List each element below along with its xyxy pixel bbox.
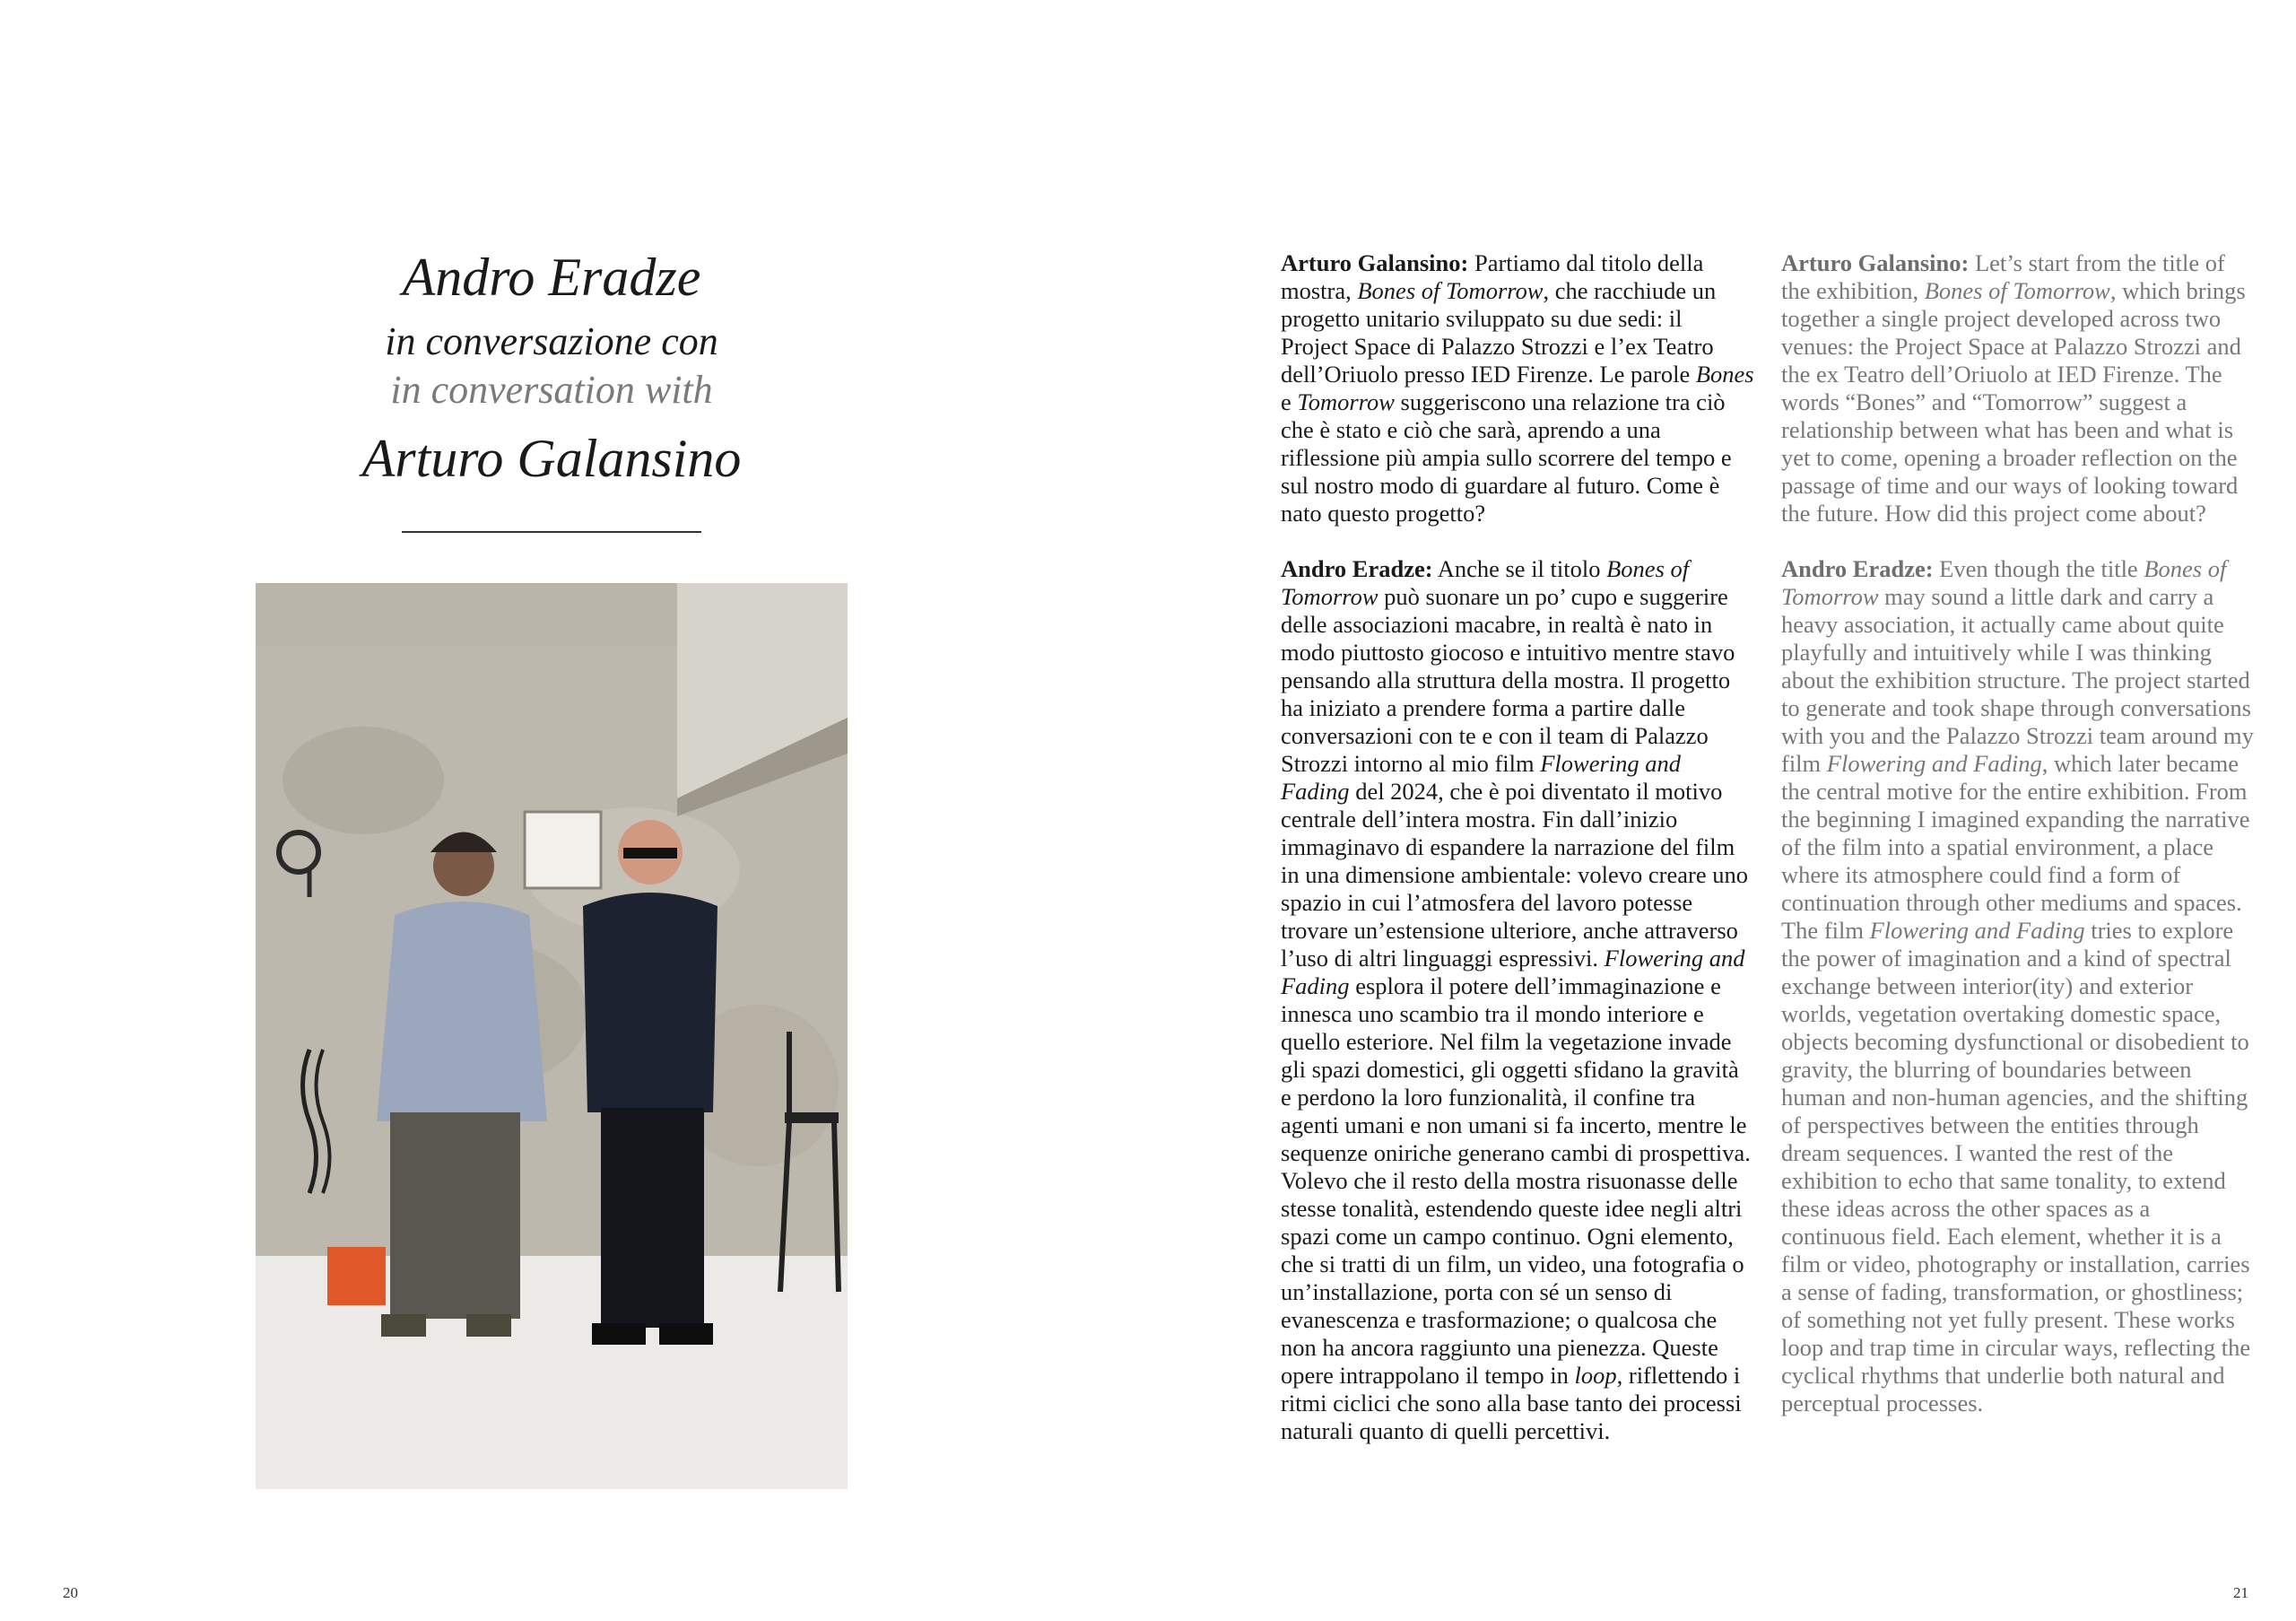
text-span: , riflettendo i ritmi ciclici che sono alla base tanto dei processi naturali quanto di quelli percettivi.: [1281, 1362, 1742, 1444]
exhibition-title: Bones of Tomorrow: [1924, 277, 2110, 304]
portrait-photo: [256, 583, 848, 1489]
text-span: esplora il potere dell’immaginazione e innesca uno scambio tra il mondo interiore e quello esteriore. Nel film la vegetazione invade gli spazi domestici, gli oggetti sfidano la gravità e perdono la loro funzionalità, il confine tra agenti umani e non umani si fa incerto, mentre le sequenze oniriche generano cambi di prospettiva. Volevo che il resto della mostra risuonasse delle stesse tonalità, estendendo queste idee negli altri spazi come un campo continuo. Ogni elemento, che si tratti di un film, un video, una fotografia o un’installazione, porta con sé un senso di evanescenza e trasformazione; o qualcosa che non ha ancora raggiunto una pienezza. Queste opere intrappolano il tempo in: [1281, 972, 1751, 1389]
page-number-left: 20: [63, 1584, 78, 1601]
italic-word: Bones: [1695, 361, 1754, 388]
text-span: del 2024, che è poi diventato il motivo centrale dell’intera mostra. Fin dall’inizio immaginavo di espandere la narrazione del film in una dimensione ambientale: volevo creare uno spazio in cui l’atmosfera del lavoro potesse trovare un’estensione ulteriore, anche attraverso l’uso di altri linguaggi espressivi.: [1281, 778, 1748, 972]
english-column: [1781, 249, 2257, 1445]
title-divider: [402, 531, 701, 533]
italian-question: [1281, 249, 1754, 527]
english-question: [1781, 249, 2257, 527]
exhibition-title: Bones of Tomorrow: [1781, 555, 2227, 610]
text-span: tries to explore the power of imagination and a kind of spectral exchange between interior(ity) and exterior worlds, vegetation overtaking domestic space, objects becoming dysfunctional or disobedient to gravity, the blurring of boundaries between human and non-human agencies, and the shifting of perspectives between the entities through dream sequences. I wanted the rest of the exhibition to echo that same tonality, to extend these ideas across the other spaces as a continuous field. Each element, whether it is a film or video, photography or installation, carries a sense of fading, transformation, or ghostliness; of something not yet fully present. These works loop and trap time in circular ways, reflecting the cyclical rhythms that underlie both natural and perceptual processes.: [1781, 917, 2251, 1416]
italian-answer: [1281, 555, 1754, 1445]
text-span: , which later became the central motive for the entire exhibition. From the beginning I imagined expanding the narrative of the film into a spatial environment, a place where its atmosphere could find a form of continuation through other mediums and spaces.: [1781, 750, 2250, 916]
exhibition-title: Bones of Tomorrow: [1281, 555, 1690, 610]
text-span: , che racchiude un progetto unitario sviluppato su due sedi: il Project Space di Palazzo Strozzi e l’ex Teatro dell’Oriuolo presso IED Firenze. Le parole: [1281, 277, 1717, 388]
film-title: Flowering and Fading: [1281, 750, 1682, 805]
speaker-galansino-it: Arturo Galansino:: [1281, 249, 1469, 276]
text-span: suggeriscono una relazione tra ciò che è stato e ciò che sarà, aprendo a una riflessione più ampia sullo scorrere del tempo e sul nostro modo di guardare al futuro. Come è nato questo progetto?: [1281, 388, 1732, 527]
italian-column: [1281, 249, 1754, 1473]
italic-word: loop: [1574, 1362, 1617, 1389]
text-span: e: [1281, 388, 1298, 415]
title-block: [256, 242, 848, 493]
english-answer: [1781, 555, 2257, 917]
photo-illustration: [256, 583, 848, 1489]
text-span: Even though the title: [1933, 555, 2144, 582]
connector-italian: in conversazione con: [385, 319, 718, 363]
text-span: Let’s start from the title of the exhibition,: [1781, 249, 2225, 304]
speaker-galansino-en: Arturo Galansino:: [1781, 249, 1970, 276]
speaker-eradze-it: Andro Eradze:: [1281, 555, 1433, 582]
artist-name: Andro Eradze: [402, 248, 701, 307]
text-span: Partiamo dal titolo della mostra,: [1281, 249, 1704, 304]
film-title: Flowering and Fading: [1869, 917, 2085, 944]
text-span: The film: [1781, 917, 1870, 944]
text-span: may sound a little dark and carry a heavy association, it actually came about quite playfully and intuitively while I was thinking about the exhibition structure. The project started to generate and took shape through conversations with you and the Palazzo Strozzi team around my film: [1781, 583, 2254, 777]
interviewer-name: Arturo Galansino: [361, 429, 742, 488]
italic-word: Tomorrow: [1297, 388, 1395, 415]
text-span: può suonare un po’ cupo e suggerire delle associazioni macabre, in realtà è nato in modo piuttosto giocoso e intuitivo mentre stavo pensando alla struttura della mostra. Il progetto ha iniziato a prendere forma a partire dalle conversazioni con te e con il team di Palazzo Strozzi intorno al mio film: [1281, 583, 1735, 777]
connector-english: in conversation with: [390, 368, 713, 412]
film-title: Flowering and Fading: [1826, 750, 2042, 777]
text-span: Anche se il titolo: [1432, 555, 1607, 582]
film-title: Flowering and Fading: [1281, 945, 1745, 999]
speaker-eradze-en: Andro Eradze:: [1781, 555, 1934, 582]
text-span: , which brings together a single project developed across two venues: the Project Space at Palazzo Strozzi and the ex Teatro dell’Oriuolo at IED Firenze. The words “Bones” and “Tomorrow” suggest a relationship between what has been and what is yet to come, opening a broader reflection on the passage of time and our ways of looking toward the future. How did this project come about?: [1781, 277, 2246, 527]
page-number-right: 21: [2233, 1584, 2248, 1601]
english-answer-continued: [1781, 917, 2257, 1417]
exhibition-title: Bones of Tomorrow: [1357, 277, 1544, 304]
